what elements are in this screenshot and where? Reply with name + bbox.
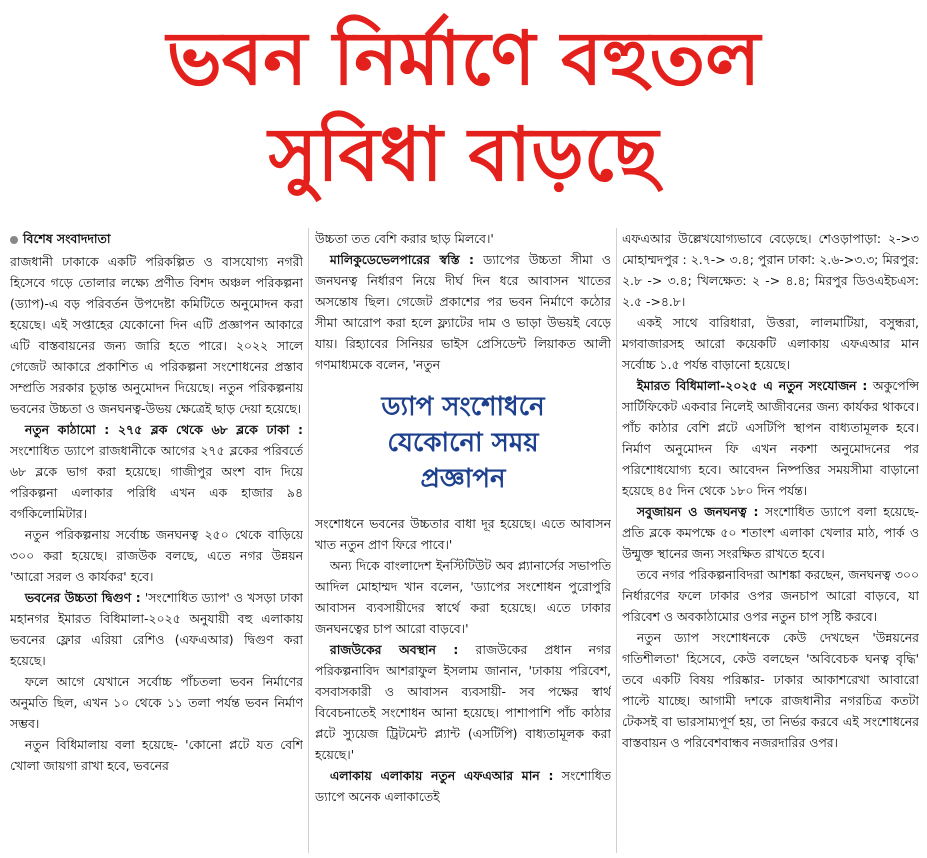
subheading: মালিকুডেভেলপারের স্বস্তি : bbox=[329, 252, 474, 267]
subheading: সবুজায়ন ও জনঘনত্ব : bbox=[636, 504, 759, 519]
paragraph-text: অকুপেন্সি সার্টিফিকেট একবার নিলেই আজীবনের জন্য কার্যকর থাকবে। পাঁচ কাঠার বেশি প্লটে এসটিপি স্থাপন বাধ্যতামূলক হবে। নির্মাণ অনুমোদন ফি এখন নকশা অনুমোদনের পর পরিশোধযোগ্য হবে। আবেদন নিষ্পত্তির সময়সীমা বাড়ানো হয়েছে ৪৫ দিন থেকে ১৮০ দিন পর্যন্ত। bbox=[622, 378, 919, 498]
article-column-2 bbox=[315, 228, 611, 858]
paragraph bbox=[10, 587, 303, 671]
headline-line-2: সুবিধা বাড়ছে bbox=[268, 112, 659, 198]
pull-quote-line: প্রজ্ঞাপন bbox=[420, 464, 506, 494]
paragraph: নতুন ড্যাপ সংশোধনকে কেউ দেখছেন 'উন্নয়নের গতিশীলতা' হিসেবে, কেউ বলছেন 'অবিবেচক ঘনত্ব বৃদ্ধি' তবে একটি বিষয় পরিষ্কার- ঢাকার আকাশরেখা আবারো পাল্টে যাচ্ছে। আগামী দশকে রাজধানীর নগরচিত্র কতটা টেকসই বা ভারসাম্যপূর্ণ হয়, তা নির্ভর করবে এই সংশোধনের বাস্তবায়ন ও পরিবেশবান্ধব নজরদারির ওপর। bbox=[622, 630, 919, 750]
paragraph bbox=[315, 765, 611, 807]
pull-quote-line: যেকোনো সময় bbox=[387, 428, 539, 458]
byline bbox=[10, 228, 303, 249]
paragraph bbox=[315, 639, 611, 765]
paragraph bbox=[622, 375, 919, 501]
paragraph: অন্য দিকে বাংলাদেশ ইনস্টিটিউট অব প্ল্যানার্সের সভাপতি আদিল মোহাম্মদ খান বলেন, 'ড্যাপের সংশোধন পুরোপুরি আবাসন ব্যবসায়ীদের স্বার্থে করা হয়েছে। এতে ঢাকার জনঘনত্বের চাপ আরো বাড়বে।' bbox=[315, 558, 611, 636]
pull-quote-line: ড্যাপ সংশোধনে bbox=[381, 392, 545, 422]
subheading: ভবনের উচ্চতা দ্বিগুণ : bbox=[24, 590, 141, 605]
byline-text: বিশেষ সংবাদদাতা bbox=[23, 231, 111, 246]
paragraph: সংশোধনে ভবনের উচ্চতার বাধা দূর হয়েছে। এতে আবাসন খাত নতুন প্রাণ ফিরে পাবে।' bbox=[315, 516, 611, 552]
paragraph bbox=[315, 249, 611, 375]
article-column-3 bbox=[622, 228, 919, 858]
paragraph: তবে নগর পরিকল্পনাবিদরা আশঙ্কা করছেন, জনঘনত্ব ৩০০ নির্ধারণের ফলে ঢাকার ওপর জনচাপ আরো বাড়বে, যা পরিবেশ ও অবকাঠামোর ওপর নতুন চাপ সৃষ্টি করবে। bbox=[622, 567, 919, 624]
subheading: রাজউকের অবস্থান : bbox=[329, 642, 459, 657]
paragraph: নতুন পরিকল্পনায় সর্বোচ্চ জনঘনত্ব ২৫০ থেকে বাড়িয়ে ৩০০ করা হয়েছে। রাজউক বলছে, এতে নগর উন্নয়ন 'আরো সরল ও কার্যকর' হবে। bbox=[10, 527, 303, 584]
subheading: নতুন কাঠামো : ২৭৫ ব্লক থেকে ৬৮ ব্লকে ঢাকা : bbox=[24, 422, 303, 437]
paragraph: রাজধানী ঢাকাকে একটি পরিকল্পিত ও বাসযোগ্য নগরী হিসেবে গড়ে তোলার লক্ষ্যে প্রণীত বিশদ অঞ্চল পরিকল্পনা (ড্যাপ)-এ বড় পরিবর্তন উপদেষ্টা কমিটিতে অনুমোদন করা হয়েছে। এই সপ্তাহের যেকোনো দিন এটি প্রজ্ঞাপন আকারে এটি বাস্তবায়নের জন্য জারি হতে পারে। ২০২২ সালে গেজেট আকারে প্রকাশিত এ পরিকল্পনা সংশোধনের প্রস্তাব সম্প্রতি সরকার চূড়ান্ত অনুমোদন দিয়েছে। নতুন পরিকল্পনায় ভবনের উচ্চতা ও জনঘনত্ব-উভয় ক্ষেত্রেই ছাড় দেয়া হয়েছে। bbox=[10, 254, 303, 416]
column-divider bbox=[308, 228, 309, 853]
paragraph: ফলে আগে যেখানে সর্বোচ্চ পাঁচতলা ভবন নির্মাণের অনুমতি ছিল, এখন ১০ থেকে ১১ তলা পর্যন্ত ভবন নির্মাণ সম্ভব। bbox=[10, 674, 303, 731]
subheading: এলাকায় এলাকায় নতুন এফএআর মান : bbox=[329, 768, 554, 783]
paragraph: নতুন বিধিমালায় বলা হয়েছে- 'কোনো প্লটে যত বেশি খোলা জায়গা রাখা হবে, ভবনের bbox=[10, 737, 303, 773]
column-divider bbox=[616, 228, 617, 853]
pull-quote bbox=[315, 383, 611, 503]
paragraph: এফএআর উল্লেখযোগ্যভাবে বেড়েছে। শেওড়াপাড়া: ২->৩ মোহাম্মদপুর : ২.৭-> ৩.৪; পুরান ঢাকা: ২.৬->৩.৩; মিরপুর: ২.৮ -> ৩.৪; খিলক্ষেত: ২ -> ৪.৪; মিরপুর ডিওএইচএস: ২.৫ ->৪.৮। bbox=[622, 231, 919, 309]
paragraph: উচ্চতা তত বেশি করার ছাড় মিলবে।' bbox=[315, 231, 494, 246]
paragraph: একই সাথে বারিধারা, উত্তরা, লালমাটিয়া, বসুন্ধরা, মগবাজারসহ আরো কয়েকটি এলাকায় এফএআর মান সর্বোচ্চ ১.৫ পর্যন্ত বাড়ানো হয়েছে। bbox=[622, 315, 919, 372]
subheading: ইমারত বিধিমালা-২০২৫ এ নতুন সংযোজন : bbox=[636, 378, 868, 393]
article-column-1 bbox=[10, 228, 303, 858]
paragraph-text: সংশোধিত ড্যাপে রাজধানীকে আগের ২৭৫ ব্লকের পরিবর্তে ৬৮ ব্লকে ভাগ করা হয়েছে। গাজীপুর অংশ বাদ দিয়ে পরিকল্পনা এলাকার পরিধি এখন এক হাজার ৯৪ বর্গকিলোমিটার। bbox=[10, 443, 303, 521]
paragraph bbox=[622, 501, 919, 564]
headline-line-1: ভবন নির্মাণে বহুতল bbox=[166, 16, 761, 102]
paragraph-text: সংশোধিত ড্যাপে বলা হয়েছে- প্রতি ব্লকে কমপক্ষে ৫০ শতাংশ এলাকা খেলার মাঠ, পার্ক ও উন্মুক্ত স্থানের জন্য সংরক্ষিত রাখতে হবে। bbox=[622, 504, 919, 561]
paragraph-text: সংশোধিত ড্যাপে অনেক এলাকাতেই bbox=[315, 768, 611, 804]
paragraph-text: রাজউকের প্রধান নগর পরিকল্পনাবিদ আশরাফুল ইসলাম জানান, 'ঢাকায় পরিবেশ, বসবাসকারী ও আবাসন ব্যবসায়ী- সব পক্ষের স্বার্থ বিবেচনাতেই সংশোধন আনা হয়েছে। পাশাপাশি পাঁচ কাঠার প্লটে স্যুয়েজ ট্রিটমেন্ট প্ল্যান্ট (এসটিপি) বাধ্যতামূলক করা হয়েছে।' bbox=[315, 642, 611, 762]
paragraph-text: ড্যাপের উচ্চতা সীমা ও জনঘনত্ব নির্ধারণ নিয়ে দীর্ঘ দিন ধরে আবাসন খাতের অসন্তোষ ছিল। গেজেট প্রকাশের পর ভবন নির্মাণে কঠোর সীমা আরোপ করা হলে ফ্ল্যাটের দাম ও ভাড়া উভয়ই বেড়ে যায়। রিহ্যাবের সিনিয়র ভাইস প্রেসিডেন্ট লিয়াকত আলী গণমাধ্যমকে বলেন, 'নতুন bbox=[315, 252, 611, 372]
bullet-icon bbox=[10, 236, 18, 244]
paragraph bbox=[10, 419, 303, 524]
paragraph-text: 'সংশোধিত ড্যাপ' ও খসড়া ঢাকা মহানগর ইমারত বিধিমালা-২০২৫ অনুযায়ী বহু এলাকায় ভবনের ফ্লোর এরিয়া রেশিও (এফএআর) দ্বিগুণ করা হয়েছে। bbox=[10, 590, 303, 668]
